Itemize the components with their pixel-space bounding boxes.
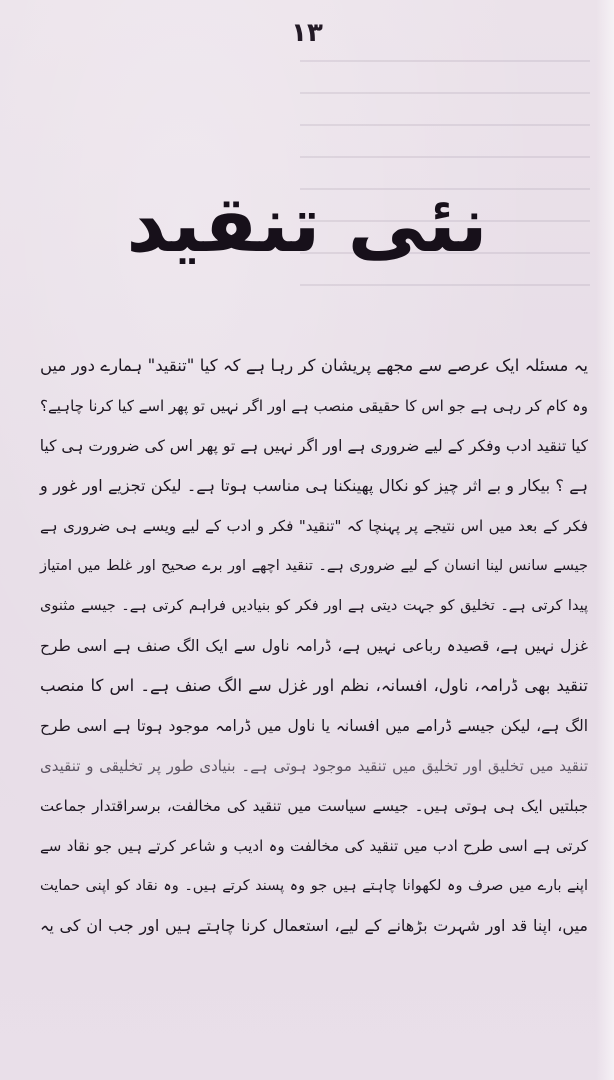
text-line: غزل نہیں ہے، قصیدہ رباعی نہیں ہے، ڈرامہ ناول سے ایک الگ صنف ہے اسی طرح	[40, 637, 588, 655]
text-line: پیدا کرتی ہے۔ تخلیق کو جہت دیتی ہے اور فکر کو بنیادیں فراہم کرتی ہے۔ جیسے مثنوی	[40, 598, 588, 614]
text-line: جیسے سانس لینا انسان کے لیے ضروری ہے۔ تنقید اچھے اور برے صحیح اور غلط میں امتیاز	[40, 558, 588, 574]
text-line: جبلتیں ایک ہی ہوتی ہیں۔ جیسے سیاست میں تنقید کی مخالفت، برسراقتدار جماعت	[40, 797, 588, 815]
page-number: ۱۳	[291, 18, 323, 48]
text-line: یہ مسئلہ ایک عرصے سے مجھے پریشان کر رہا ہے کہ کیا "تنقید" ہمارے دور میں	[40, 356, 588, 375]
text-line: تنقید بھی ڈرامہ، ناول، افسانہ، نظم اور غزل سے الگ صنف ہے۔ اس کا منصب	[40, 676, 588, 695]
text-line: اپنے بارے میں صرف وہ لکھوانا چاہتے ہیں جو وہ پسند کرتے ہیں۔ وہ نقاد کو اپنی حمایت	[40, 878, 588, 894]
text-line: الگ ہے، لیکن جیسے ڈرامے میں افسانہ یا ناول میں ڈرامہ موجود ہوتا ہے اسی طرح	[40, 717, 588, 735]
text-line: وہ کام کر رہی ہے جو اس کا حقیقی منصب ہے اور اگر نہیں تو پھر اسے کیا کرنا چاہیے؟	[40, 397, 588, 415]
page-edge	[596, 0, 614, 1080]
text-line: میں، اپنا قد اور شہرت بڑھانے کے لیے، استعمال کرنا چاہتے ہیں اور جب ان کی یہ	[40, 916, 588, 935]
chapter-title: نئی تنقید	[126, 180, 488, 270]
text-line: ہے ؟ بیکار و بے اثر چیز کو نکال پھینکنا ہی مناسب ہوتا ہے۔ لیکن تجزیے اور غور و	[40, 476, 588, 495]
text-line: کیا تنقید ادب وفکر کے لیے ضروری ہے اور اگر نہیں ہے تو پھر اس کی ضرورت ہی کیا	[39, 437, 588, 455]
text-line: کرتی ہے اسی طرح ادب میں تنقید کی مخالفت وہ ادیب و شاعر کرتے ہیں جو نقاد سے	[40, 837, 588, 855]
body-text	[40, 346, 588, 946]
text-line: فکر کے بعد میں اس نتیجے پر پہنچا کہ "تنقید" فکر و ادب کے لیے ویسے ہی ضروری ہے	[40, 517, 588, 535]
text-line: تنقید میں تخلیق اور تخلیق میں تنقید موجود ہوتی ہے۔ بنیادی طور پر تخلیقی و تنقیدی	[40, 757, 588, 775]
